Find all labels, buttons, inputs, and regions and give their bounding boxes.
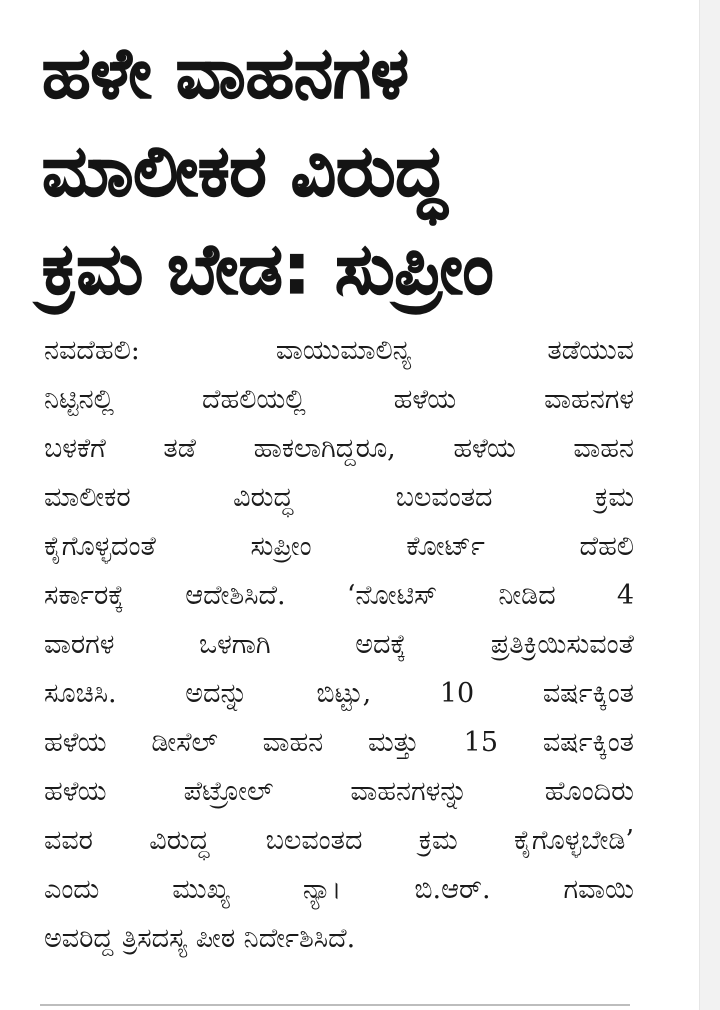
body-line-9: ಹಳೆಯ ಡೀಸೆಲ್ ವಾಹನ ಮತ್ತು 15 ವರ್ಷಕ್ಕಿಂತ <box>44 727 634 758</box>
headline-line-3: ಕ್ರಮ ಬೇಡ: ಸುಪ್ರೀಂ <box>42 228 494 310</box>
bottom-divider <box>40 1004 630 1006</box>
article-body <box>44 326 634 963</box>
headline <box>42 24 652 318</box>
headline-line-1: ಹಳೇ ವಾಹನಗಳ <box>42 32 409 114</box>
body-line-10: ಹಳೆಯ ಪೆಟ್ರೋಲ್ ವಾಹನಗಳನ್ನು ಹೊಂದಿರು <box>44 776 634 807</box>
body-line-6: ಸರ್ಕಾರಕ್ಕೆ ಆದೇಶಿಸಿದೆ. ‘ನೋಟಿಸ್ ನೀಡಿದ 4 <box>44 580 634 611</box>
body-line-11: ವವರ ವಿರುದ್ಧ ಬಲವಂತದ ಕ್ರಮ ಕೈಗೊಳ್ಳಬೇಡಿ’ <box>44 825 634 856</box>
body-line-2: ನಿಟ್ಟಿನಲ್ಲಿ ದೆಹಲಿಯಲ್ಲಿ ಹಳೆಯ ವಾಹನಗಳ <box>44 384 634 415</box>
body-line-4: ಮಾಲೀಕರ ವಿರುದ್ಧ ಬಲವಂತದ ಕ್ರಮ <box>44 482 634 513</box>
headline-line-2: ಮಾಲೀಕರ ವಿರುದ್ಧ <box>42 130 447 212</box>
body-line-12: ಎಂದು ಮುಖ್ಯ ನ್ಯಾ। ಬಿ.ಆರ್. ಗವಾಯಿ <box>44 874 634 905</box>
body-line-1: ನವದೆಹಲಿ: ವಾಯುಮಾಲಿನ್ಯ ತಡೆಯುವ <box>44 335 634 366</box>
body-line-5: ಕೈಗೊಳ್ಳದಂತೆ ಸುಪ್ರೀಂ ಕೋರ್ಟ್ ದೆಹಲಿ <box>44 531 634 562</box>
body-line-3: ಬಳಕೆಗೆ ತಡೆ ಹಾಕಲಾಗಿದ್ದರೂ, ಹಳೆಯ ವಾಹನ <box>44 433 634 464</box>
body-line-8: ಸೂಚಿಸಿ. ಅದನ್ನು ಬಿಟ್ಟು, 10 ವರ್ಷಕ್ಕಿಂತ <box>44 678 634 709</box>
body-line-13: ಅವರಿದ್ದ ತ್ರಿಸದಸ್ಯ ಪೀಠ ನಿರ್ದೇಶಿಸಿದೆ. <box>44 923 356 954</box>
body-line-7: ವಾರಗಳ ಒಳಗಾಗಿ ಅದಕ್ಕೆ ಪ್ರತಿಕ್ರಿಯಿಸುವಂತೆ <box>44 629 634 660</box>
page-edge-margin <box>699 0 720 1010</box>
